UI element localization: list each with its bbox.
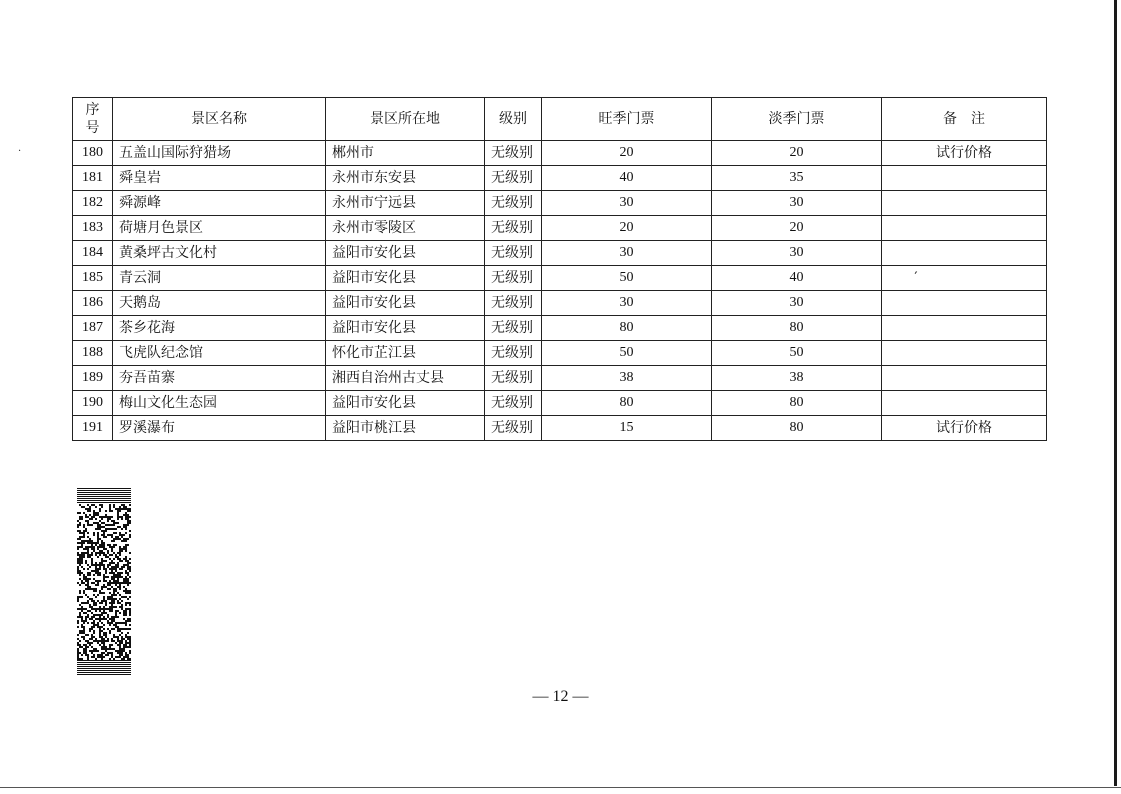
page-edge-line (1114, 0, 1117, 786)
cell-remark: 试行价格 (882, 141, 1047, 166)
cell-name: 黄桑坪古文化村 (113, 241, 326, 266)
cell-location: 益阳市安化县 (326, 266, 485, 291)
header-location: 景区所在地 (326, 98, 485, 141)
cell-location: 郴州市 (326, 141, 485, 166)
table-row (73, 391, 1047, 416)
table-row (73, 291, 1047, 316)
cell-remark (882, 341, 1047, 366)
scan-speck: · (18, 146, 22, 157)
cell-location: 益阳市安化县 (326, 291, 485, 316)
cell-index: 180 (73, 141, 113, 166)
cell-name: 荷塘月色景区 (113, 216, 326, 241)
header-remark: 备 注 (882, 98, 1047, 141)
cell-off-price: 30 (712, 191, 882, 216)
cell-level: 无级别 (485, 241, 542, 266)
cell-location: 益阳市安化县 (326, 316, 485, 341)
cell-level: 无级别 (485, 141, 542, 166)
cell-off-price: 40 (712, 266, 882, 291)
table-row (73, 166, 1047, 191)
cell-peak-price: 80 (542, 391, 712, 416)
header-off-price: 淡季门票 (712, 98, 882, 141)
cell-remark (882, 166, 1047, 191)
cell-location: 永州市宁远县 (326, 191, 485, 216)
cell-off-price: 30 (712, 241, 882, 266)
cell-name: 夯吾苗寨 (113, 366, 326, 391)
table-row (73, 366, 1047, 391)
cell-name: 舜皇岩 (113, 166, 326, 191)
cell-name: 茶乡花海 (113, 316, 326, 341)
cell-location: 益阳市安化县 (326, 391, 485, 416)
cell-index: 187 (73, 316, 113, 341)
cell-index: 185 (73, 266, 113, 291)
table-row (73, 266, 1047, 291)
cell-off-price: 80 (712, 316, 882, 341)
table-row (73, 241, 1047, 266)
cell-remark (882, 191, 1047, 216)
cell-location: 益阳市安化县 (326, 241, 485, 266)
cell-level: 无级别 (485, 341, 542, 366)
table-row (73, 141, 1047, 166)
cell-peak-price: 50 (542, 341, 712, 366)
cell-peak-price: 20 (542, 141, 712, 166)
cell-peak-price: 30 (542, 291, 712, 316)
header-peak-price: 旺季门票 (542, 98, 712, 141)
cell-off-price: 80 (712, 391, 882, 416)
cell-level: 无级别 (485, 316, 542, 341)
scenic-price-table (72, 97, 1047, 441)
cell-peak-price: 50 (542, 266, 712, 291)
cell-level: 无级别 (485, 291, 542, 316)
cell-remark (882, 391, 1047, 416)
cell-name: 梅山文化生态园 (113, 391, 326, 416)
table-row (73, 416, 1047, 441)
header-name: 景区名称 (113, 98, 326, 141)
cell-off-price: 35 (712, 166, 882, 191)
cell-off-price: 20 (712, 216, 882, 241)
cell-level: 无级别 (485, 166, 542, 191)
cell-peak-price: 20 (542, 216, 712, 241)
cell-location: 益阳市桃江县 (326, 416, 485, 441)
cell-index: 184 (73, 241, 113, 266)
cell-peak-price: 38 (542, 366, 712, 391)
cell-index: 188 (73, 341, 113, 366)
cell-level: 无级别 (485, 416, 542, 441)
cell-index: 182 (73, 191, 113, 216)
cell-name: 罗溪瀑布 (113, 416, 326, 441)
cell-peak-price: 15 (542, 416, 712, 441)
page-bottom-line (0, 787, 1121, 788)
cell-remark: 试行价格 (882, 416, 1047, 441)
cell-remark: ′ (834, 266, 999, 291)
cell-off-price: 38 (712, 366, 882, 391)
cell-level: 无级别 (485, 266, 542, 291)
table-row (73, 191, 1047, 216)
table-row (73, 216, 1047, 241)
header-index: 序 号 (73, 98, 113, 141)
cell-level: 无级别 (485, 191, 542, 216)
cell-name: 舜源峰 (113, 191, 326, 216)
table-row (73, 316, 1047, 341)
cell-level: 无级别 (485, 391, 542, 416)
cell-level: 无级别 (485, 366, 542, 391)
cell-index: 190 (73, 391, 113, 416)
barcode-qr-image (77, 488, 131, 676)
cell-location: 湘西自治州古丈县 (326, 366, 485, 391)
cell-off-price: 80 (712, 416, 882, 441)
cell-peak-price: 40 (542, 166, 712, 191)
cell-off-price: 20 (712, 141, 882, 166)
cell-peak-price: 30 (542, 241, 712, 266)
cell-remark (882, 291, 1047, 316)
table-body (73, 141, 1047, 441)
table-header-row (73, 98, 1047, 141)
cell-off-price: 50 (712, 341, 882, 366)
cell-location: 怀化市芷江县 (326, 341, 485, 366)
cell-index: 186 (73, 291, 113, 316)
cell-index: 189 (73, 366, 113, 391)
cell-off-price: 30 (712, 291, 882, 316)
cell-location: 永州市东安县 (326, 166, 485, 191)
cell-index: 191 (73, 416, 113, 441)
cell-level: 无级别 (485, 216, 542, 241)
header-level: 级别 (485, 98, 542, 141)
cell-name: 五盖山国际狩猎场 (113, 141, 326, 166)
cell-name: 飞虎队纪念馆 (113, 341, 326, 366)
cell-index: 181 (73, 166, 113, 191)
cell-peak-price: 30 (542, 191, 712, 216)
cell-name: 青云洞 (113, 266, 326, 291)
cell-remark (882, 241, 1047, 266)
cell-location: 永州市零陵区 (326, 216, 485, 241)
cell-remark (882, 316, 1047, 341)
cell-remark (882, 366, 1047, 391)
table-row (73, 341, 1047, 366)
page-number: — 12 — (532, 688, 589, 705)
cell-name: 天鹅岛 (113, 291, 326, 316)
cell-index: 183 (73, 216, 113, 241)
cell-remark (882, 216, 1047, 241)
cell-peak-price: 80 (542, 316, 712, 341)
